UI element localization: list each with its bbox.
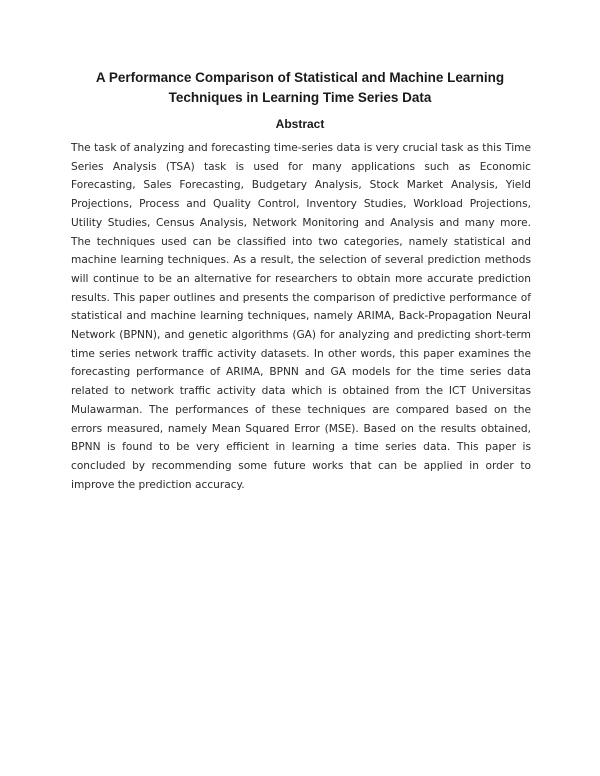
abstract-heading: Abstract [275, 117, 325, 131]
paper-title: A Performance Comparison of Statistical and Machine Learning Techniques in Learning Time Series Data [95, 70, 505, 105]
abstract-body: The task of analyzing and forecasting time-series data is very crucial task as this Time Series Analysis (TSA) task is used for many applications such as Economic Forecasting, Sales Forecasting, Budgetary Analysis, Stock Market Analysis, Yield Projections, Process and Quality Control, Inventory Studies, Workload Projections, Utility Studies, Census Analysis, Network Monitoring and Analysis and many more. The techniques used can be classified into two categories, namely statistical and machine learning techniques. As a result, the selection of several prediction methods will continue to be an alternative for researchers to obtain more accurate prediction results. This paper outlines and presents the comparison of predictive performance of statistical and machine learning techniques, namely ARIMA, Back-Propagation Neural Network (BPNN), and genetic algorithms (GA) for analyzing and predicting short-term time series network traffic activity datasets. In other words, this paper examines the forecasting performance of ARIMA, BPNN and GA models for the time series data related to network traffic activity data which is obtained from the ICT Universitas Mulawarman. The performances of these techniques are compared based on the errors measured, namely Mean Squared Error (MSE). Based on the results obtained, BPNN is found to be very efficient in learning a time series data. This paper is concluded by recommending some future works that can be applied in order to improve the prediction accuracy. [71, 142, 531, 491]
